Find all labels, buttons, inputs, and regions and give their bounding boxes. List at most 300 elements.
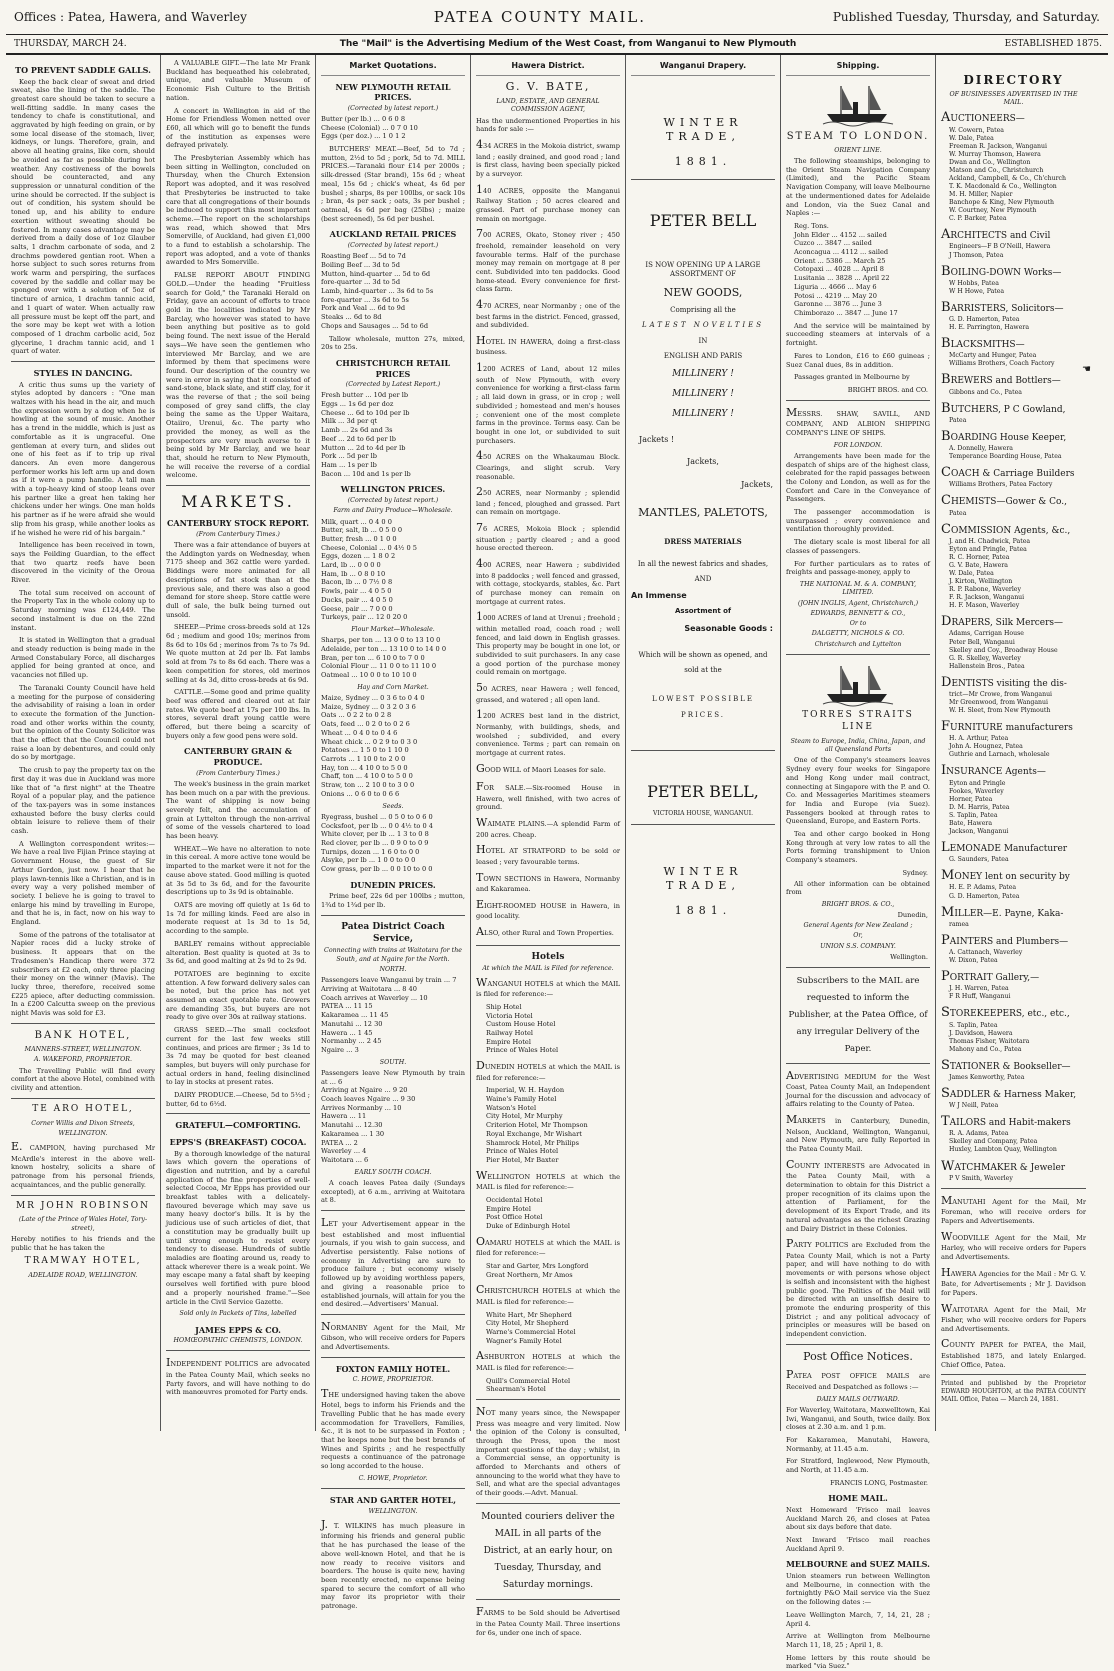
torres-straits-heading: TORRES STRAITS LINE [802, 710, 914, 732]
prices: PRICES. [681, 710, 725, 719]
article-paragraph: Some of the patrons of the totalisator at Napier races did a lucky stroke of business. It appears that on the Tradesmen's Handicap there were 372 subscribers at £2 each, only three placing their money on the winner (Mavis). The lucky three, therefore, received some £225 apiece, after deducting commission. In a £200 Calcutta sweep on the previous night Mavis was sold for £3. [11, 930, 155, 1018]
early-coach-text: A coach leaves Patea daily (Sundays excepted), at 6 a.m., arriving at Waitotara at 8. [321, 1178, 465, 1205]
coach-south: SOUTH. [379, 1058, 407, 1066]
orient-sailings: Reg. Tons. John Elder ... 4152 ... sailed Cuzco ... 3847 ... sailed Aconcagua ... 4112 ... sailed Orient ... 5386 ... March 25 Cotopaxi ... 4028 ... April 8 Lusitania ... 3828 ... April 22 Liguria ... 4666 ... May 6 Potosi ... 4219 ... May 20 Garonne ... 3876 ... June 3 Chimborazo ... 3847 ... June 17 [794, 221, 898, 317]
inward-mail: Next Inward 'Frisco mail reaches Auckland April 9. [786, 1536, 930, 1553]
wellington-hotel-list: Occidental Hotel Empire Hotel Post Office Hotel Duke of Edinburgh Hotel [486, 1195, 570, 1231]
wellington-sub: (Corrected by latest report.) [347, 496, 439, 504]
directory-entry-details: Patea [949, 416, 967, 424]
property-listing: 140 ACRES, opposite the Manganui Railway Station ; 50 acres cleared and grassed. Part of purchase money can remain on mortgage. [476, 182, 620, 223]
directory-entry-name: MILLER—E. Payne, Kaka- [941, 904, 1064, 920]
jackets-2: Jackets, [687, 457, 719, 467]
divider [476, 1399, 620, 1400]
directory-entry [941, 263, 1086, 296]
column-1 [6, 55, 161, 1431]
ashburton-hotels: ASHBURTON HOTELS at which the MAIL is filed for reference:— [476, 1349, 620, 1372]
directory-entry [941, 932, 1086, 965]
suez-arrive: Arrive at Wellington from Melbourne March 11, 18, 25 ; April 1, 8. [786, 1632, 930, 1649]
torres-tea: Tea and other cargo booked in Hong Kong through at very low rates to all the Ports forming transhipment to Union Company's steamers. [786, 830, 930, 865]
te-aro-hotel-title: TE ARO HOTEL, [32, 1103, 134, 1114]
general-agents: General Agents for New Zealand ; [803, 921, 913, 929]
property-listing: 1200 ACRES of Land, about 12 miles south of New Plymouth, with every convenience for working a first-class farm ; all laid down in grass, or in crop ; well subdivided ; homestead and men's houses ; convenient one of the most complete farms in the province. Terms easy. Can be bought in one lot, or subdivided to suit purchasers. [476, 361, 620, 445]
hay-table: Maize, Sydney ... 0 3 6 to 0 4 0 Maize, Sydney ... 0 3 2 0 3 6 Oats ... 0 2 2 to 0 2 8 Oats, feed ... 0 2 0 to 0 2 6 Wheat ... 0 4 0 to 0 4 6 Wheat chick ... 0 2 9 to 0 3 0 Potatoes ... 1 5 0 to 1 10 0 Carrots ... 1 10 0 to 2 0 0 Hay, ton ... 4 10 0 to 5 0 0 Chaff, ton ... 4 10 0 to 5 0 0 Straw, ton ... 2 10 0 to 3 0 0 Onions ... 0 6 0 to 0 6 6 [321, 694, 425, 798]
jackets-3: Jackets, [741, 479, 773, 489]
directory-entry-details: ramea [949, 920, 969, 928]
property-listing: 50 ACRES, near Hawera ; well fenced, grassed, and watered ; all open land. [476, 681, 620, 704]
directory-entry-details: A. Cattanach, Waverley W. Dixon, Patea [949, 948, 1023, 965]
sold-text: sold at the [684, 666, 722, 675]
fabrics-text: In all the newest fabrics and shades, [637, 560, 769, 569]
publication-days: Published Tuesday, Thursday, and Saturday. [832, 10, 1100, 24]
property-listing: 434 ACRES in the Mokoia district, swamp land ; easily drained, and good road ; land is first class, having been specially picked by a surveyor. [476, 138, 620, 178]
date-strip [6, 34, 1108, 55]
divider [166, 1113, 310, 1114]
flour-table: Sharps, per ton ... 13 0 0 to 13 10 0 Adelaide, per ton ... 13 10 0 to 14 0 0 Bran, per ton ... 6 10 0 to 7 0 0 Colonial Flour ... 11 0 0 to 11 10 0 Oatmeal ... 10 0 0 to 10 10 0 [321, 636, 447, 680]
property-listing: 700 ACRES, Okato, Stoney river ; 450 freehold, remainder leasehold on very favourable terms. Half of the purchase money may remain on mortgage at 8 per cent. Subdivided into ten paddocks. Good home-stead. Every convenience for first-class farm. [476, 227, 620, 294]
divider [786, 1063, 930, 1064]
article-paragraph: The Taranaki County Council have held a meeting for the purpose of considering the advisability of raising a loan in order to execute the formation of the Junction-road and other works within the county, but the opinion of the County Solicitor was that the effect that the Council could not raise a loan by debentures, and could only do so by mortgage. [11, 683, 155, 762]
directory-heading: DIRECTORY [963, 73, 1064, 87]
article-paragraph: The total sum received on account of the Property Tax in the whole colony up to Saturday morning was £124,449. The second instalment is due on the 22nd instant. [11, 588, 155, 632]
directory-entry-name: BOARDING House Keeper, [941, 428, 1067, 444]
directory-entry-name: BREWERS and Bottlers— [941, 372, 1061, 388]
directory-entry [941, 904, 1086, 929]
directory-sub: OF BUSINESSES ADVERTISED IN THE MAIL. [949, 90, 1078, 107]
auckland-tallow: Tallow wholesale, mutton 27s, mixed, 20s to 25s. [321, 334, 465, 352]
directory-entry-name: CHEMISTS—Gower & Co., [941, 493, 1068, 509]
divider [476, 1599, 620, 1600]
article-paragraph: SHEEP.—Prime cross-breeds sold at 12s 6d ; medium and good 10s; merinos from 8s 6d to 10s 6d ; merinos from 7s to 7s 9d. We quote mutton at 2d per lb. Fat lambs sold at from 7s to 8s 6d each. There was a keen competition for stores, old merinos selling at 4s 3d, ditto cross-breds at 6s 9d. [166, 623, 310, 684]
coach-north: NORTH. [379, 966, 407, 974]
article-paragraph: A critic thus sums up the variety of styles adopted by dancers : "One man waltzes with his head in the air, and much the expression worn by a dog when he is howling at the sound of music. Another has a trend in the middle, which is just as comfortable as it is ungraceful. One gentleman at every turn, and slides out one of his feet as if to trip up rival dancers. An even more dangerous performer works his left arm up and down as if it were a pump handle. A tall man with a top-heavy kind of stoop leans over his partner like a great hen taking her chickens under her wings. One man holds his partner as if he were afraid she would slip from his grasp, while another looks as if he wished he were rid of his bargain." [11, 380, 155, 537]
dalgetty: DALGETTY, NICHOLS & CO. [811, 630, 905, 638]
te-aro-address: Corner Willis and Dixon Streets, [31, 1119, 135, 1127]
divider [631, 824, 775, 825]
bate-name: G. V. BATE, [505, 79, 591, 93]
auckland-heading: AUCKLAND RETAIL PRICES [329, 229, 457, 240]
directory-entry [941, 1113, 1086, 1154]
divider [941, 1374, 1086, 1375]
shaw-particulars: For further particulars as to rates of freights and passage-money, apply to [786, 559, 930, 577]
seeds-table: Ryegrass, bushel ... 0 5 0 to 0 6 0 Cocksfoot, per lb ... 0 0 4½ to 0 4 White clover, per lb ... 1 3 to 0 8 Red clover, per lb ... 0 9 0 to 0 9 Turnips, dozen ... 1 6 0 to 0 0 Alsyke, per lb ... 1 0 0 to 0 0 Cow grass, per lb ... 0 0 10 to 0 0 [321, 812, 433, 874]
directory-entry-details: J. and H. Chadwick, Patea Eyton and Pringle, Patea R. C. Horner, Patea G. V. Bate, Hawera W. Dale, Patea J. Kirton, Wellington R. P. Rabone, Waverley F. R. Jackson, Wanganui H. F. Mason, Waverley [949, 537, 1031, 610]
orient-fares: Fares to London, £16 to £60 guineas ; Suez Canal dues, 8s in addition. [786, 351, 930, 369]
np-butchers: BUTCHERS' MEAT.—Beef, 5d to 7d ; mutton, 2½d to 5d ; pork, 5d to 7d. MILL PRICES.—Taranaki flour £14 per 2000s ; silk-dressed (Star brand), 15s 6d ; wheat meal, 15s 6d ; chick's wheat, 4s 6d per bushel ; sharps, 8s per 100lbs, or sack 10s ; bran, 4s per sack ; oats, 3s per bushel ; oatmeal, 4s 6d per bag (25lbs) ; maize (best screened), 5s 6d per bushel. [321, 145, 465, 223]
hotels-sub: At which the MAIL is Filed for reference. [482, 965, 614, 973]
auckland-table: Roasting Beef ... 5d to 7d Boiling Beef ... 3d to 5d Mutton, hind-quarter ... 5d to 6d fore-quarter ... 3d to 5d Lamb, hind-quarter ... 3s 6d to 5s fore-quarter ... 3s 6d to 5s Pork and Veal ... 6d to 9d Steaks ... 6d to 8d Chops and Sausages ... 5d to 6d [321, 252, 434, 330]
wanganui-drapery-heading: Wanganui Drapery. [631, 61, 775, 76]
new-goods: NEW GOODS, [663, 285, 743, 299]
foxton-sign: C. HOWE, Proprietor. [358, 1474, 428, 1482]
orient-service: And the service will be maintained by succeeding steamers at intervals of a fortnight. [786, 321, 930, 348]
directory-entry [941, 492, 1086, 517]
property-listing: 76 ACRES, Mokoia Block ; splendid situation ; partly cleared ; and a good house erected thereon. [476, 521, 620, 553]
latest-novelties: LATEST NOVELTIES [641, 321, 765, 330]
christchurch-sub: (Corrected by Latest Report.) [345, 381, 441, 389]
waitotara-agent: WAITOTARA Agent for the Mail, Mr Fisher, who will receive orders for Papers and Advertisements. [941, 1301, 1086, 1333]
hawera-district-heading: Hawera District. [476, 61, 620, 76]
directory-entry [941, 762, 1086, 836]
directory-entry-details: Gibbons and Co., Patea [949, 388, 1022, 396]
party-politics: PARTY POLITICS are Excluded from the Patea County Mail, which is not a Party paper, and will have nothing to do with movements or with persons whose object is selfish and inconsistent with the highest public good. The Politics of the Mail will be directed with an unselfish desire to promote the enduring prosperity of this District ; and any political advocacy of principles or measures will be based on independent conviction. [786, 1237, 930, 1339]
column-5 [626, 55, 781, 1431]
immense: An Immense [631, 590, 687, 600]
established: ESTABLISHED 1875. [1004, 39, 1102, 49]
directory-entry-name: DRAPERS, Silk Mercers— [941, 614, 1064, 630]
divider [321, 1357, 465, 1358]
daily-mails: DAILY MAILS OUTWARD. [816, 1395, 900, 1403]
tramway-address: ADELAIDE ROAD, WELLINGTON. [28, 1272, 138, 1280]
directory-entry [941, 867, 1086, 900]
newspaper-press-notice: NOT many years since, the Newspaper Press was meagre and very limited. Now the opinion of the Colony is consulted, through the Press, upon the most important questions of the day ; whilst, in a Commercial sense, an opportunity is afforded to Merchants and others of announcing to the world what they have to Sell, and what are the special advantages of their goods.—Advt. Manual. [476, 1405, 620, 1498]
winter-trade-2: WINTER TRADE, [663, 864, 743, 893]
divider [321, 915, 465, 916]
lowest-possible: LOWEST POSSIBLE [652, 695, 754, 704]
canterbury-grain-source: (From Canterbury Times.) [196, 769, 280, 777]
directory-entry-name: TAILORS and Habit-makers [941, 1114, 1071, 1130]
article-paragraph: The Presbyterian Assembly which has been sitting in Wellington, concluded on Thursday, when the Church Extension Report was adopted, and it was resolved that Presbyteries be instructed to take care that all congregations of their bounds be induced to support this most important scheme.—The report on the scholarships was read, which showed that Mrs Somerville, of Auckland, had given £1,000 to a fund to establish a scholarship. The report was adopted, and a vote of thanks awarded to Mrs Somerville. [166, 154, 310, 267]
article-paragraph: Keep the back clear of sweat and dried sweat, also the lining of the saddle. The greatest care should be taken to secure a well-fitting saddle. In many cases the tendency to chafe is constitutional, and aggravated by high feeding on grain, or by some local disease of the stomach, liver, kidneys, or lungs. Therefore, grain, and above all heating grains, like corn, should be avoided as far as possible during hot weather. Any costiveness of the bowels should be counteracted, and any suppression or unnatural condition of the urine should be corrected. If the subject is out of condition, his system should be toned up, and his ability to endure exertion without sweating should be fostered. In many cases advantage may be derived from a daily dose of 1oz Glauber salts, 1 drachm carbonate of soda, and 2 drachms powdered gentian root. When a horse subject to such sores returns from work warm and perspiring, the surfaces covered by the saddle and collar may be sponged over with a solution of 5oz of tincture of arnica, 1 drachm tannic acid, and 1 quart of water. When actually raw all pressure must be kept off the part, and the sore may be kept wet with a lotion composed of 1 drachm carbolic acid, 5oz glycerine, 1 drachm tannic acid, and 1 quart of water. [11, 77, 155, 356]
wellington-heading: WELLINGTON PRICES. [340, 484, 446, 495]
comprising-text: Comprising all the [670, 306, 736, 315]
torres-sydney: Sydney. [902, 868, 928, 877]
te-aro-text: E. CAMPION, having purchased Mr McArdle's interest in the above well-known hostelry, solicits a share of patronage from his personal friends, acquaintances, and the public generally. [11, 1140, 155, 1189]
divider [786, 654, 930, 655]
opening-text: IS NOW OPENING UP A LARGE ASSORTMENT OF [645, 261, 761, 279]
wanganui-hotels: WANGANUI HOTELS at which the MAIL is filed for reference:— [476, 975, 620, 999]
divider [941, 1188, 1086, 1189]
divider [786, 1344, 930, 1345]
post-office-heading: Post Office Notices. [803, 1349, 913, 1363]
christchurch-lyttelton: Christchurch and Lyttelton [814, 640, 902, 648]
dunedin-hotel-list: Imperial, W. H. Haydon Waine's Family Hotel Watson's Hotel City Hotel, Mr Murphy Criterion Hotel, Mr Thompson Royal Exchange, Mr Wishart Shamrock Hotel, Mr Philips Prince of Wales Hotel Pier Hotel, Mr Baxter [486, 1086, 588, 1164]
property-listing: 1200 ACRES best land in the district, Normanby, with buildings, sheds, and woolshed ; subdivided, and every convenience. Terms ; part can remain on mortgage at current rates. [476, 708, 620, 757]
directory-entry-name: PAINTERS and Plumbers— [941, 932, 1069, 948]
directory-entry-details: G. D. Hamerton, Patea H. E. Parrington, Hawera [949, 316, 1030, 332]
bate-intro: Has the undermentioned Properties in his hands for sale :— [476, 116, 620, 134]
article-paragraph: A concert in Wellington in aid of the Home for Friendless Women netted over £60, all which will go to benefit the funds of the institution as expenses were defrayed privately. [166, 106, 310, 150]
directory-entry [941, 613, 1086, 670]
suez-leave: Leave Wellington March, 7, 14, 21, 28 ; April 4. [786, 1610, 930, 1628]
postmaster: FRANCIS LONG, Postmaster. [830, 1478, 928, 1487]
property-listing: 470 ACRES, near Normanby ; one of the best farms in the district. Fenced, grassed, and subdivided. [476, 298, 620, 330]
directory-entry-name: SADDLER & Harness Maker, [941, 1085, 1077, 1101]
christchurch-hotels: CHRISTCHURCH HOTELS at which the MAIL is filed for reference:— [476, 1283, 620, 1306]
cocoa-sold: Sold only in Packets of Tins, labelled [179, 1310, 297, 1318]
dress-materials: DRESS MATERIALS [664, 536, 742, 546]
motto: The "Mail" is the Advertising Medium of the West Coast, from Wanganui to New Plymouth [339, 39, 797, 49]
foxton-proprietor: C. HOWE, PROPRIETOR. [352, 1376, 434, 1384]
bank-hotel-text: The Travelling Public will find every comfort at the above Hotel, combined with civility and attention. [11, 1066, 155, 1092]
directory-entry [941, 521, 1086, 611]
columns [6, 55, 1108, 1671]
offices-line: Offices : Patea, Hawera, and Waverley [14, 10, 247, 24]
directory-entry-name: AUCTIONEERS— [941, 110, 1025, 126]
hotels-heading: Hotels [531, 951, 565, 962]
canterbury-stock-source: (From Canterbury Times.) [196, 530, 280, 538]
directory-entry-name: BOILING-DOWN Works— [941, 263, 1062, 279]
directory-entry-name: LEMONADE Manufacturer [941, 840, 1068, 856]
bank-hotel-address: MANNERS-STREET, WELLINGTON. [24, 1046, 142, 1053]
millinery-3: MILLINERY ! [672, 408, 734, 419]
canterbury-grain-heading: CANTERBURY GRAIN & PRODUCE. [184, 746, 292, 768]
divider [476, 1503, 620, 1504]
directory-entry-details: H. A. Arthur, Patea John A. Hougnez, Patea Guthrie and Larnach, wholesale [949, 735, 1050, 759]
cocoa-text: By a thorough knowledge of the natural laws which govern the operations of digestion and nutrition, and by a careful application of the fine properties of well-selected Cocoa, Mr Epps has provided our breakfast tables with a delicately-flavoured beverage which may save us many heavy doctor's bills. It is by the judicious use of such articles of diet, that a constitution may be gradually built up until strong enough to resist every tendency to disease. Hundreds of subtle maladies are floating around us, ready to attack wherever there is a weak point. We may escape many a fatal shaft by keeping ourselves well fortified with pure blood and a properly nourished frame."—See article in the Civil Service Gazette. [166, 1149, 310, 1306]
divider [631, 179, 775, 180]
wellington-hotels: WELLINGTON HOTELS at which the MAIL is filed for reference:— [476, 1168, 620, 1192]
property-listing: GOOD WILL of Maori Leases for sale. [476, 761, 606, 775]
headline-saddle-galls: TO PREVENT SADDLE GALLS. [15, 65, 151, 75]
market-quotations-heading: Market Quotations. [321, 61, 465, 76]
directory-entry-details: Patea [949, 509, 967, 517]
directory-entry [941, 968, 1086, 1001]
column-3 [316, 55, 471, 1611]
wellington-table: Milk, quart ... 0 4 0 0 Butter, salt, lb ... 0 5 0 0 Butter, fresh ... 0 1 0 0 Cheese, Colonial ... 0 4½ 0 5 Eggs, dozen ... 1 8 0 2 Lard, lb ... 0 0 0 0 Ham, lb ... 0 8 0 10 Bacon, lb ... 0 7½ 0 8 Fowls, pair ... 4 0 5 0 Ducks, pair ... 4 0 5 0 Geese, pair ... 7 0 0 0 Turkeys, pair ... 12 0 20 0 [321, 517, 418, 622]
directory-entry-details: McCarty and Hunger, Patea Williams Brothers, Coach Factory [949, 352, 1055, 368]
directory-entry-details: W Hobbs, Patea W H Howe, Patea [949, 279, 1005, 295]
article-paragraph: WHEAT.—We have no alteration to note in this cereal. A more active tone would be imparted to the market were it not for the cause above stated. Good milling is quoted at 3s 5d to 3s 6d, and for the favourite descriptions up to 3s 9d is obtainable. [166, 844, 310, 897]
union-company: UNION S.S. COMPANY. [820, 942, 896, 950]
bank-hotel-proprietor: A. WAKEFORD, PROPRIETOR. [34, 1056, 132, 1064]
dunedin: Dunedin, [897, 911, 928, 920]
oamaru-hotels: OAMARU HOTELS at which the MAIL is filed for reference:— [476, 1234, 620, 1258]
column-4 [471, 55, 626, 1637]
shaw-text: Arrangements have been made for the despatch of ships are of the highest class, celebrated for the rapid passages between the Colony and London, as well as for the Comfort and Care in the Conveyance of Passengers. [786, 451, 930, 504]
victoria-house: VICTORIA HOUSE, WANGANUI. [652, 809, 754, 817]
issue-date: THURSDAY, MARCH 24. [14, 39, 127, 49]
hawera-agencies: HAWERA Agencies for the Mail : Mr G. V. Bate, for Advertisements ; Mr J. Davidson for Papers. [941, 1265, 1086, 1297]
normanby-agent: NORMANBY Agent for the Mail, Mr Gibson, who will receive orders for Papers and Advertisements. [321, 1319, 465, 1352]
directory-entry-details: Williams Brothers, Patea Factory [949, 481, 1053, 489]
divider [321, 1210, 465, 1211]
seeds-heading: Seeds. [382, 802, 404, 810]
directory-entry-name: ARCHITECTS and Civil [941, 227, 1051, 243]
shipping-heading: Shipping. [786, 61, 930, 76]
directory-entry-details: Adams, Carrigan House Peter Bell, Wanganui Skelley and Coy., Broadway House G. R. Skelley, Waverley Hallenstein Bros., Patea [949, 630, 1058, 670]
coach-north-table: Passengers leave Wanganui by train ... 7 Arriving at Waitotara ... 8 40 Coach arrives at Waverley ... 10 PATEA ... 11 15 Kakaramea ... 11 45 Manutahi ... 12 30 Hawera ... 1 45 Normanby ... 2 45 Ngaire ... 3 [321, 976, 457, 1054]
article-paragraph: There was a fair attendance of buyers at the Addington yards on Wednesday, when 7175 sheep and 362 cattle were yarded. Biddings were more animated for all descriptions of fat stock than at the previous sale, and there was also a good demand for store sheep. Store cattle were dull of sale, the bulk being turned out unsold. [166, 541, 310, 619]
divider [786, 400, 930, 401]
directory-entry-details: trict—Mr Crowe, from Wanganui Mr Greenwood, from Wanganui W. H. Sleet, from New Plymouth [949, 690, 1053, 715]
directory-entry [941, 400, 1086, 425]
article-paragraph: BARLEY remains without appreciable alteration. Best quality is quoted at 3s to 3s 6d, and good malting at 2s 9d to 2s 9d. [166, 939, 310, 966]
millinery-1: MILLINERY ! [672, 369, 734, 380]
column-7 [936, 55, 1091, 1431]
divider [11, 1023, 155, 1024]
english-paris: ENGLISH AND PARIS [663, 351, 743, 360]
article-paragraph: DAIRY PRODUCE.—Cheese, 5d to 5½d ; butter, 6d to 6½d. [166, 1091, 310, 1108]
directory-entry-name: WATCHMAKER & Jeweler [941, 1158, 1066, 1174]
steamship-icon [823, 660, 893, 706]
article-paragraph: A Wellington correspondent writes:— We have a real live Fijian Prince staying at Government House, the guest of Sir Arthur Gordon, just now. I hear that he plays lawn-tennis like a Christian, and is in every way a very polished member of society. I believe he is going to travel to enlarge his mind by travelling in Europe, and that he is, in fact, now on his way to England. [11, 839, 156, 927]
markets-notice: MARKETS in Canterbury, Dunedin, Nelson, Auckland, Wellington, Wanganui, and New Plymouth, are fully Reported in the Patea County Mail. [786, 1113, 930, 1154]
directory-entry [941, 371, 1086, 396]
directory-entry-name: DENTISTS visiting the dis- [941, 674, 1067, 690]
mails-stratford: For Stratford, Inglewood, New Plymouth, and North, at 11.45 a.m. [786, 1457, 930, 1475]
coach-service-sub: Connecting with trains at Waitotara for the South, and at Ngaire for the North. [324, 947, 462, 963]
divider [476, 945, 620, 946]
pointing-hand-icon: ☚ [1082, 364, 1091, 375]
county-paper: COUNTY PAPER for PATEA, the Mail, Established 1875, and lately Enlarged. Chief Office, Patea. [941, 1337, 1086, 1369]
suez-mails-heading: MELBOURNE and SUEZ MAILS. [786, 1559, 930, 1570]
shaw-dietary: The dietary scale is most liberal for all classes of passengers. [786, 538, 930, 555]
headline-styles-dancing: STYLES IN DANCING. [33, 368, 133, 379]
directory-entry-details: Engineers—F B O'Neill, Hawera J Thomson, Patea [949, 243, 1051, 259]
mails-waverley: For Waverley, Waitotara, Maxwelltown, Kai Iwi, Wanganui, and South, twice daily. Box closes at 2.30 a.m. and 1 p.m. [786, 1405, 930, 1432]
mantles-paletots: MANTLES, PALETOTS, [638, 506, 768, 520]
divider [11, 1098, 155, 1099]
directory-list [941, 109, 1086, 1182]
property-listing: 1000 ACRES of land at Urenui ; freehold ; within metalled road, coach road ; well fenced, and laid down in English grasses. This property may be bought in one lot, or subdivided to suit purchasers. In any case a good portion of the purchase money could remain on mortgage. [476, 610, 620, 677]
article-paragraph: A VALUABLE GIFT.—The late Mr Frank Buckland has bequeathed his celebrated, unique, and valuable Museum of Economic Fish Culture to the British nation. [166, 59, 310, 102]
directory-entry [941, 226, 1086, 259]
directory-entry-details: H. E. P. Adams, Patea G. D. Hamerton, Patea [949, 884, 1020, 900]
coach-south-table: Passengers leave New Plymouth by train at ... 6 Arriving at Ngaire ... 9 20 Coach leaves Ngaire ... 9 30 Arrives Normanby ... 10 Hawera ... 11 Manutahi ... 12.30 Kakaramea ... 1 30 PATEA ... 2 Waverley ... 4 Waitotara ... 6 [321, 1068, 465, 1164]
directory-entry [941, 1085, 1086, 1110]
paper-title: PATEA COUNTY MAIL. [433, 8, 647, 26]
property-listing: 450 ACRES on the Whakaumau Block. Clearings, and slight scrub. Very reasonable. [476, 449, 620, 481]
bank-hotel-title: BANK HOTEL, [34, 1029, 132, 1041]
home-mail-heading: HOME MAIL. [828, 1493, 888, 1504]
christchurch-heading: CHRISTCHURCH RETAIL PRICES [335, 357, 451, 379]
directory-entry-details: R. A. Adams, Patea Skelley and Company, Patea Huxley, Lambton Quay, Wellington [949, 1130, 1057, 1154]
directory-entry-details: James Kenworthy, Patea [949, 1073, 1025, 1081]
masthead [0, 0, 1114, 34]
dunedin-text: Prime beef, 22s 6d per 100lbs ; mutton, 1¾d to 1¾d per lb. [321, 892, 465, 909]
orient-passages: Passages granted in Melbourne by [794, 373, 910, 382]
directory-entry-name: INSURANCE Agents— [941, 763, 1046, 779]
directory-entry-name: COMMISSION Agents, &c., [941, 521, 1071, 537]
independent-politics: INDEPENDENT POLITICS are advocated in the Patea County Mail, which seeks no Party favors, and will have nothing to do with manœuvres promoted for Party ends. [166, 1356, 310, 1397]
article-paragraph: Intelligence has been received in town, says the Feilding Guardian, to the effect that two quartz reefs have been discovered in the vicinity of the Oroua River. [11, 541, 155, 585]
suez-letters: Home letters by this route should be marked "via Suez." [786, 1653, 930, 1671]
robinson-sub: (Late of the Prince of Wales Hotel, Tory-street), [18, 1216, 148, 1232]
column-6 [781, 55, 936, 1671]
directory-entry-details: A. Donnelly, Hawera Temperance Boarding House, Patea [949, 445, 1062, 461]
suez-text: Union steamers run between Wellington and Melbourne, in connection with the fortnightly P&O Mail service via the Suez on the following dates :— [786, 1572, 930, 1607]
property-listing: WAIMATE PLAINS.—A splendid Farm of 200 acres. Cheap. [476, 816, 620, 839]
seasonable-goods: Seasonable Goods : [684, 624, 773, 634]
foxton-text: THE undersigned having taken the above Hotel, begs to inform his Friends and the Travelling Public that he has made every accommodation for Travellers, Families, &c., it is not to be surpassed in Foxton ; that he keeps none but the best brands of Wines and Spirits ; and he respectfully requests a continuance of the patronage so long accorded to the house. [321, 1386, 465, 1471]
directory-entry-details: J. H. Warren, Patea F R Huff, Wanganui [949, 985, 1011, 1001]
torres-sub: Steam to Europe, India, China, Japan, and all Queensland Ports [790, 737, 926, 754]
directory-entry-details: W. Cowern, Patea W. Dale, Patea Freeman R. Jackson, Wanganui W. Murray Thomson, Hawera Dwan and Co., Wellington Matson and Co., Christchurch Ackland, Campbell, & Co., Ch'church T. K. Macdonald & Co., Wellington M. H. Miller, Napier Banchope & King, New Plymouth W. Courtney, New Plymouth C. P. Barker, Patea [949, 126, 1066, 223]
property-listing: FOR SALE.—Six-roomed House in Hawera, well finished, with two acres of ground. [476, 780, 620, 812]
millinery-2: MILLINERY ! [672, 389, 734, 399]
divider [321, 1488, 465, 1489]
county-interests: COUNTY INTERESTS are Advocated in the Patea County Mail, with a determination to obtain for this District a proper recognition of its claims upon the attention of Parliament, for the development of its Export Trade, and its natural advantages as the richest Grazing and Dairy District in these Colonies. [786, 1157, 930, 1233]
directory-entry [941, 464, 1086, 489]
foxton-hotel-heading: FOXTON FAMILY HOTEL. [335, 1363, 451, 1374]
national-company: THE NATIONAL M. & A. COMPANY, LIMITED. [799, 580, 917, 597]
flour-heading: Flour Market—Wholesale. [351, 625, 435, 633]
shaw-accommodation: The passenger accommodation is unsurpassed ; every convenience and ventilation thoroughly provided. [786, 508, 930, 534]
orient-text: The following steamships, belonging to the Orient Steam Navigation Company (Limited), and the Pacific Steam Navigation Company, will leave Melbourne at the undermentioned dates for Adelaide and London, via the Suez Canal and Naples :— [786, 157, 930, 218]
article-paragraph: OATS are moving off quietly at 1s 6d to 1s 7d for milling kinds. Feed are also in moderate request at 1s 3d to 1s 5d, according to the sample. [166, 901, 310, 936]
directory-entry-details: S. Taplin, Patea J. Davidson, Hawera Thomas Fisher, Waitotara Mahony and Co., Patea [949, 1021, 1030, 1053]
coach-service-heading: Patea District Coach Service, [341, 921, 445, 944]
divider [631, 750, 775, 751]
np-retail-table: Butter (per lb.) ... 0 6 0 8 Cheese (Colonial) ... 0 7 0 10 Eggs (per doz.) ... 1 0 1 2 [321, 114, 418, 141]
article-paragraph: The week's business in the grain market has been much on a par with the previous. The want of shipping is now being severely felt, and the accumulation of grain at Lyttelton through the non-arrival of some of the vessels chartered to load has been heavy. [166, 779, 310, 841]
tramway-hotel: TRAMWAY HOTEL, [24, 1256, 142, 1267]
year: 1881. [674, 154, 732, 168]
divider [166, 1350, 310, 1351]
christchurch-hotel-list: White Hart, Mr Shepherd City Hotel, Mr Shepherd Warne's Commercial Hotel Wagner's Family Hotel [486, 1310, 576, 1345]
star-garter-city: WELLINGTON. [368, 1507, 418, 1515]
orient-line: ORIENT LINE. [834, 146, 882, 154]
divider [166, 485, 310, 486]
divider [321, 1314, 465, 1315]
directory-entry [941, 1057, 1086, 1082]
te-aro-city: WELLINGTON. [58, 1129, 108, 1137]
early-coach-heading: EARLY SOUTH COACH. [354, 1168, 432, 1176]
directory-entry-details: P V Smith, Waverley [949, 1174, 1013, 1182]
property-listing: HOTEL AT STRATFORD to be sold or leased ; very favourable terms. [476, 843, 620, 866]
property-listing: EIGHT-ROOMED HOUSE in Hawera, in good locality. [476, 897, 620, 921]
directory-entry-name: FURNITURE manufacturers [941, 719, 1073, 735]
directory-entry-name: BUTCHERS, P C Gowland, [941, 400, 1066, 416]
torres-info: All other information can be obtained from [786, 879, 930, 897]
steamship-icon [823, 80, 893, 126]
wanganui-hotel-list: Ship Hotel Victoria Hotel Custom House Hotel Railway Hotel Empire Hotel Prince of Wales Hotel [486, 1002, 559, 1055]
steam-london-heading: STEAM TO LONDON. [786, 130, 930, 142]
canterbury-stock-heading: CANTERBURY STOCK REPORT. [167, 518, 309, 529]
property-listing: HOTEL IN HAWERA, doing a first-class business. [476, 333, 620, 357]
year-2: 1881. [674, 903, 732, 917]
np-retail-heading: NEW PLYMOUTH RETAIL PRICES. [335, 81, 451, 103]
edwards-bennett: EDWARDS, BENNETT & CO., [810, 609, 906, 617]
shown-text: Which will be shown as opened, and [638, 650, 768, 659]
article-paragraph: The crush to pay the property tax on the first day it was due in Auckland was more like that of "a first night" at the Theatre Royal of a popular play, and the patience of the tax-payers was in some instances exhausted before the busy clerks could obtain leisure to relieve them of their cash. [11, 766, 155, 836]
star-garter-heading: STAR AND GARTER HOTEL, [329, 1495, 457, 1506]
divider [786, 967, 930, 968]
property-listing: ALSO, other Rural and Town Properties. [476, 925, 614, 939]
couriers-notice: Mounted couriers deliver the MAIL in all parts of the District, at an early hour, on Tuesday, Thursday, and Saturday mornings. [481, 1511, 615, 1591]
wellington-farm: Farm and Dairy Produce—Wholesale. [333, 507, 453, 515]
directory-entry [941, 1158, 1086, 1183]
ashburton-hotel-list: Quill's Commercial Hotel Shearman's Hotel [486, 1376, 571, 1394]
oamaru-hotel-list: Star and Garter, Mrs Longford Great Northern, Mr Amos [486, 1261, 589, 1279]
orient-agent: BRIGHT BROS. and CO. [847, 385, 928, 394]
for-london: FOR LONDON. [833, 441, 883, 449]
farms-notice: FARMS to be Sold should be Advertised in the Patea County Mail. Three insertions for 6s, under one inch of space. [476, 1605, 620, 1637]
property-listings [476, 138, 620, 939]
bate-title: LAND, ESTATE, AND GENERAL COMMISSION AGENT, [496, 98, 600, 114]
directory-entry-details: W J Neill, Patea [949, 1102, 999, 1110]
directory-entry [941, 335, 1086, 368]
directory-entry-name: COACH & Carriage Builders [941, 465, 1075, 481]
property-listing: 400 ACRES, near Hawera ; subdivided into 8 paddocks ; well fenced and grassed, with cottage, stockyards, stables, &c. Part of purchase money can remain on mortgage at current rates. [476, 557, 620, 606]
directory-entry [941, 718, 1086, 759]
directory-entry-details: Eyton and Pringle Fookes, Waverley Horner, Patea D. M. Harris, Patea S. Taplin, Patea Bate, Hawera Jackson, Wanganui [949, 779, 1010, 836]
bright-bros: BRIGHT BROS. & CO., [821, 900, 895, 908]
article-paragraph: POTATOES are beginning to excite attention. A few forward delivery sales can be noted, but the price has not yet assumed an exact quotable rate. Growers are demanding 35s, but buyers are not ready to give over 30s at railway stations. [166, 969, 310, 1022]
christchurch-table: Fresh butter ... 10d per lb Eggs ... 1s 6d per doz Cheese ... 6d to 10d per lb Milk ... 3d per qt Lamb ... 2s 6d and 3s Beef ... 2d to 6d per lb Mutton ... 2d to 4d per lb Pork ... 5d per lb Ham ... 1s per lb Bacon ... 10d and 1s per lb [321, 391, 411, 478]
directory-entry [941, 839, 1086, 864]
mails-kakaramea: For Kakaramea, Manutahi, Hawera, Normanby, at 11.45 a.m. [786, 1435, 930, 1453]
post-office-text: PATEA POST OFFICE MAILS are Received and Despatched as follows :— [786, 1368, 930, 1391]
jackets-1: Jackets ! [639, 434, 675, 444]
markets-heading: MARKETS. [181, 492, 295, 512]
divider [11, 361, 155, 362]
woodville-agent: WOODVILLE Agent for the Mail, Mr Harley, who will receive orders for Papers and Advertisements. [941, 1229, 1086, 1261]
torres-text: One of the Company's steamers leaves Sydney every four weeks for Singapore and Hong Kong under mail contract, connecting at Singapore with the P. and O. Co. and Messageries Maritimes steamers for India and Europe (via Suez). Passengers booked at through rates to Queensland, Europe, and Eastern Ports. [786, 756, 930, 826]
inglis-agent: (JOHN INGLIS, Agent, Christchurch,) [797, 599, 919, 607]
directory-entry [941, 1004, 1086, 1053]
cocoa-brand: EPPS'S (BREAKFAST) COCOA. [169, 1137, 307, 1148]
